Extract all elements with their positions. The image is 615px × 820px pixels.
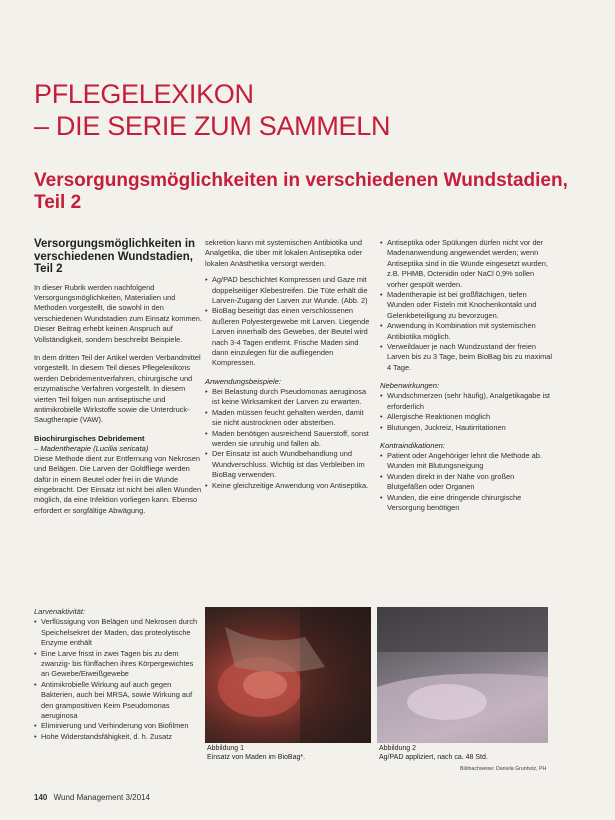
list-item: • Anwendung in Kombination mit systemischen Antibiotika möglich. (380, 321, 552, 342)
page-number: 140 (34, 793, 48, 802)
list-item: • Blutungen, Juckreiz, Hautirritationen (380, 423, 552, 433)
list-item: • Wundschmerzen (sehr häufig), Analgetikagabe ist erforderlich (380, 391, 552, 412)
journal-issue: Wund Management 3/2014 (53, 793, 150, 802)
list-item: • Madentherapie ist bei großflächigen, tiefen Wunden oder Fisteln mit Knochenkontakt und Gelenkbeteiligung zu bevorzugen. (380, 290, 552, 321)
column-3-heading-3: Kontraindikationen: (380, 440, 446, 450)
figure-1-label: Abbildung 1 (207, 745, 244, 752)
column-3 (380, 238, 552, 521)
list-item: • Bei Belastung durch Pseudomonas aeruginosa ist keine Wirksamkeit der Larven zu erwarten. (205, 387, 375, 408)
column-1-para-1: In dieser Rubrik werden nachfolgend Versorgungsmöglichkeiten, Materialien und Methoden vorgestellt, die sowohl in den verschiedenen Wundstadien zum Einsatz kommen. Dieser Beitrag erhebt keinen Anspruch auf Vollständigkeit, sondern beschreibt Beispiele. (34, 282, 202, 344)
column-2-para-1: sekretion kann mit systemischen Antibiotika und Analgetika, die über mit lokalen Antiseptika oder lokalen Anästhetika versorgt werden. (205, 238, 363, 268)
column-3-list-3 (380, 451, 552, 513)
list-item: • Wunden, die eine dringende chirurgische Versorgung benötigen (380, 493, 552, 514)
figure-2-text: Ag/PAD appliziert, nach ca. 48 Std. (379, 753, 488, 761)
column-3-list-2 (380, 391, 552, 433)
list-item: • Antiseptika oder Spülungen dürfen nicht vor der Madenanwendung angewendet werden; wenn Antiseptika sind in die Wunde eingesetzt wurden, z.B. PHMB, Octenidin oder NaCl 0,9% sollen vorher gespült werden. (380, 238, 552, 290)
figure-1-photo (205, 607, 371, 743)
wound-photo-illustration (205, 607, 371, 743)
page-subtitle: Versorgungsmöglichkeiten in verschiedenen Wundstadien, Teil 2 (34, 170, 568, 213)
column-1-para-3: Diese Methode dient zur Entfernung von Nekrosen und Belägen. Die Larven der Goldfliege werden dafür in einem Beutel oder frei in die Wunde eingebracht. Der Einsatz ist nicht bei allen Wunden möglich, da eine Infektion vorliegen kann. Ebenso erfordert er sorgfältige Abwägung. (34, 453, 202, 515)
column-1-para-2: In dem dritten Teil der Artikel werden Verbandmittel vorgestellt. In diesem Teil dieses Pflegelexikons werden Debridementverfahren, chirurgische und enzymatische Verfahren vorgestellt. In diesem vierten Teil folgen nun antiseptische und antimikrobielle Wirkstoffe sowie die Unterdruck-Saugtherapie (VAW). (34, 352, 201, 425)
column-3-list-1 (380, 238, 552, 373)
list-item: • Eine Larve frisst in zwei Tagen bis zu dem zwanzig- bis fünffachen ihres Körpergewichtes an Gewebe/Eiweißgewebe (34, 649, 202, 680)
larvae-activity-list (34, 607, 202, 742)
list-item: • Allergische Reaktionen möglich (380, 412, 552, 422)
list-item: • Wunden direkt in der Nähe von großen Blutgefäßen oder Organen (380, 472, 552, 493)
figure-2-caption (379, 745, 549, 762)
list-item: • Hohe Widerstandsfähigkeit, d. h. Zusatz (34, 732, 202, 742)
page-title (34, 78, 554, 142)
column-2-subheading: Anwendungsbeispiele: (205, 376, 281, 386)
column-3-heading-2: Nebenwirkungen: (380, 381, 440, 391)
column-1-subheading: Biochirurgisches Debridement (34, 433, 145, 443)
figure-1-text: Einsatz von Maden im BioBag*. (207, 753, 306, 761)
list-item: • Ag/PAD beschichtet Kompressen und Gaze mit doppelseitiger Klebestreifen. Die Tüte erhält die Larven-Zugang der Larven zur Wunde. (Abb. 2) (205, 275, 375, 306)
list-item: • Patient oder Angehöriger lehnt die Methode ab. Wunden mit Blutungsneigung (380, 451, 552, 472)
list-item: • Maden benötigen ausreichend Sauerstoff, sonst werden sie unruhig und fallen ab. (205, 429, 375, 450)
figure-2-photo (377, 607, 548, 743)
title-line-2: – DIE SERIE ZUM SAMMELN (34, 111, 391, 141)
list-item: • Keine gleichzeitige Anwendung von Antiseptika. (205, 481, 375, 491)
list-item: • Verweildauer je nach Wundzustand der freien Larven bis zu 3 Tage, beim BioBag bis zu maximal 4 Tage. (380, 342, 552, 373)
column-1-heading: Versorgungsmöglichkeiten in verschiedenen Wundstadien, Teil 2 (34, 238, 196, 275)
column-2-list-2 (205, 387, 375, 491)
list-item: • Eliminierung und Verhinderung von Biofilmen (34, 721, 202, 731)
list-item: • Maden müssen feucht gehalten werden, damit sie nicht austrocknen oder absterben. (205, 408, 375, 429)
larvae-activity-heading: Larvenaktivität: (34, 607, 86, 616)
list-item: • Verflüssigung von Belägen und Nekrosen durch Speichelsekret der Maden, das proteolytische Enzyme enthält (34, 617, 202, 648)
column-1-subheading-2: – Madentherapie (Lucilia sericata) (34, 443, 149, 453)
list-item: • Antimikrobielle Wirkung auf auch gegen Bakterien, auch bei MRSA, sowie Wirkung auf den grampositiven Keim Pseudomonas aeruginosa (34, 680, 202, 722)
column-2 (205, 238, 375, 499)
column-1 (34, 238, 202, 524)
photo-credit: Bildnachweise: Daniela Grunholz, PH (460, 766, 547, 772)
figure-1-caption (207, 745, 373, 762)
wound-photo-illustration (377, 607, 548, 743)
figure-2-label: Abbildung 2 (379, 745, 416, 752)
page-footer (34, 793, 150, 802)
column-2-list-1 (205, 275, 375, 369)
title-line-1: PFLEGELEXIKON (34, 79, 254, 109)
list-item: • BioBag beseitigt das einen verschlossenen äußeren Polyestergewebe mit Larven. Liegende Larven innerhalb des Gewebes, der Beutel wird nach 3-4 Tagen entfernt. Frische Maden sind dann einzulegen für die aufliegenden Kompressen. (205, 306, 375, 368)
list-item: • Der Einsatz ist auch Wundbehandlung und Wundverschluss. Wichtig ist das Verbleiben im BioBag verwenden. (205, 449, 375, 480)
